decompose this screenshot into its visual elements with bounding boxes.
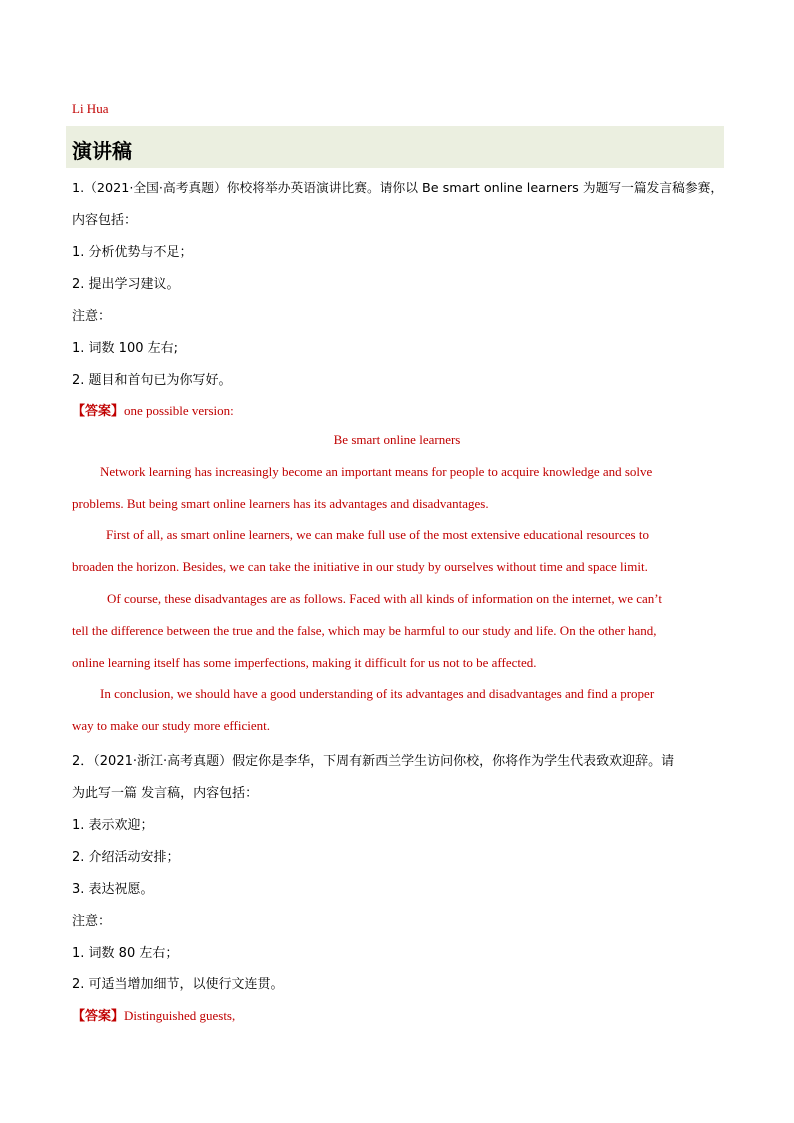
q2-item-1: 1. 表示欢迎； [72, 818, 154, 833]
q2-item-2: 2. 介绍活动安排； [72, 850, 180, 865]
section-title: 演讲稿 [72, 139, 132, 163]
q2-note-label: 注意： [72, 914, 112, 929]
q1-note-label: 注意： [72, 309, 112, 324]
q2-answer-tag: 【答案】 [72, 1009, 125, 1024]
q1-essay-line: broaden the horizon. Besides, we can take the initiative in our study by ourselves without time and space limit. [72, 559, 648, 574]
q1-answer-tag: 【答案】 [72, 404, 125, 419]
q1-essay-line: problems. But being smart online learners has its advantages and disadvantages. [72, 496, 489, 511]
q1-prompt-line2: 内容包括： [72, 213, 138, 228]
q2-prompt-line2: 为此写一篇 发言稿，内容包括： [72, 786, 259, 801]
q1-essay-title: Be smart online learners [333, 432, 461, 447]
q2-item-3: 3. 表达祝愿。 [72, 882, 154, 897]
q1-item-1: 1. 分析优势与不足； [72, 245, 193, 260]
q2-answer-line [72, 1005, 235, 1024]
q1-essay-line: Network learning has increasingly become an important means for people to acquire knowledge and solve [100, 464, 653, 479]
q1-essay-line: online learning itself has some imperfections, making it difficult for us not to be affected. [72, 655, 537, 670]
q1-essay-line: In conclusion, we should have a good understanding of its advantages and disadvantages and find a proper [100, 686, 655, 701]
author-name: Li Hua [72, 101, 109, 116]
q1-essay-line: way to make our study more efficient. [72, 718, 270, 733]
q1-answer-intro: one possible version: [124, 403, 234, 418]
q1-essay-line: First of all, as smart online learners, we can make full use of the most extensive educational resources to [106, 527, 649, 542]
q1-answer-line [72, 400, 234, 419]
q2-answer-intro: Distinguished guests, [124, 1008, 236, 1023]
section-header [66, 126, 724, 168]
q2-note-1: 1. 词数 80 左右； [72, 946, 179, 961]
q1-item-2: 2. 提出学习建议。 [72, 277, 180, 292]
q1-note-2: 2. 题目和首句已为你写好。 [72, 373, 232, 388]
q1-prompt-line1: 1.（2021·全国·高考真题）你校将举办英语演讲比赛。请你以 Be smart online learners 为题写一篇发言稿参赛， [72, 181, 724, 196]
q1-essay-line: tell the difference between the true and the false, which may be harmful to our study and life. On the other hand, [72, 623, 657, 638]
q2-note-2: 2. 可适当增加细节，以使行文连贯。 [72, 977, 284, 992]
q1-essay-line: Of course, these disadvantages are as follows. Faced with all kinds of information on the internet, we can’t [107, 591, 662, 606]
q1-note-1: 1. 词数 100 左右; [72, 341, 178, 356]
q2-prompt-line1: 2．（2021·浙江·高考真题）假定你是李华，下周有新西兰学生访问你校，你将作为学生代表致欢迎辞。请 [72, 754, 675, 769]
